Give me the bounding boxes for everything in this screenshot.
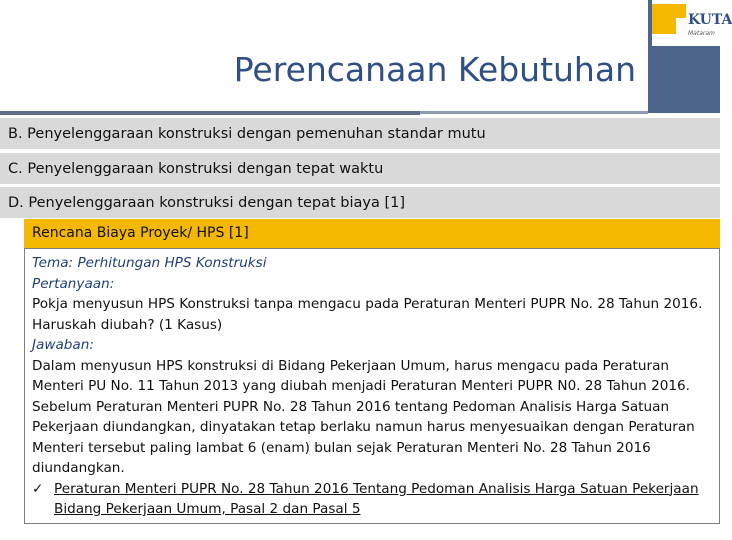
box-content: [32, 253, 718, 520]
question-label: Pertanyaan:: [32, 275, 115, 292]
section-band-d: D. Penyelenggaraan konstruksi dengan tepat biaya [1]: [0, 187, 720, 219]
checkmark-icon: ✓: [32, 480, 44, 497]
answer-line-2: Menteri PU No. 11 Tahun 2013 yang diubah menjadi Peraturan Menteri PUPR N0. 28 Tahun 2016.: [32, 378, 690, 394]
section-band-c: C. Penyelenggaraan konstruksi dengan tepat waktu: [0, 153, 720, 185]
answer-line-3: Sebelum Peraturan Menteri PUPR No. 28 Tahun 2016 tentang Pedoman Analisis Harga Satuan: [32, 398, 670, 415]
reference-item: [32, 479, 718, 500]
logo-tagline: Mataram: [688, 30, 715, 37]
logo-name: KUTA: [688, 12, 732, 28]
answer-line-5: Menteri tersebut paling lambat 6 (enam) bulan sejak Peraturan Menteri No. 28 Tahun 2016: [32, 439, 651, 456]
page-title: Perencanaan Kebutuhan: [233, 50, 636, 89]
section-band-b: B. Penyelenggaraan konstruksi dengan pemenuhan standar mutu: [0, 118, 720, 150]
question-line-1: Pokja menyusun HPS Konstruksi tanpa mengacu pada Peraturan Menteri PUPR No. 28 Tahun 2016.: [32, 296, 703, 312]
answer-line-4: Pekerjaan diundangkan, dinyatakan tetap berlaku namun harus menyesuaikan dengan Peraturan: [32, 419, 695, 435]
question-line-2: Haruskah diubah? (1 Kasus): [32, 316, 223, 333]
answer-line-1: Dalam menyusun HPS konstruksi di Bidang Pekerjaan Umum, harus mengacu pada Peraturan: [32, 357, 670, 374]
title-divider-left: [0, 111, 420, 115]
answer-label: Jawaban:: [32, 337, 94, 353]
reference-line-1: Peraturan Menteri PUPR No. 28 Tahun 2016 Tentang Pedoman Analisis Harga Satuan Pekerjaan: [54, 480, 699, 497]
title-divider-right: [420, 111, 648, 114]
logo-mark-icon: [652, 4, 676, 34]
answer-line-6: diundangkan.: [32, 460, 125, 476]
reference-line-2: Bidang Pekerjaan Umum, Pasal 2 dan Pasal 5: [54, 501, 361, 517]
topic-line: Tema: Perhitungan HPS Konstruksi: [32, 255, 267, 271]
logo-mark-accent-icon: [676, 4, 686, 18]
box-heading: Rencana Biaya Proyek/ HPS [1]: [24, 219, 720, 248]
